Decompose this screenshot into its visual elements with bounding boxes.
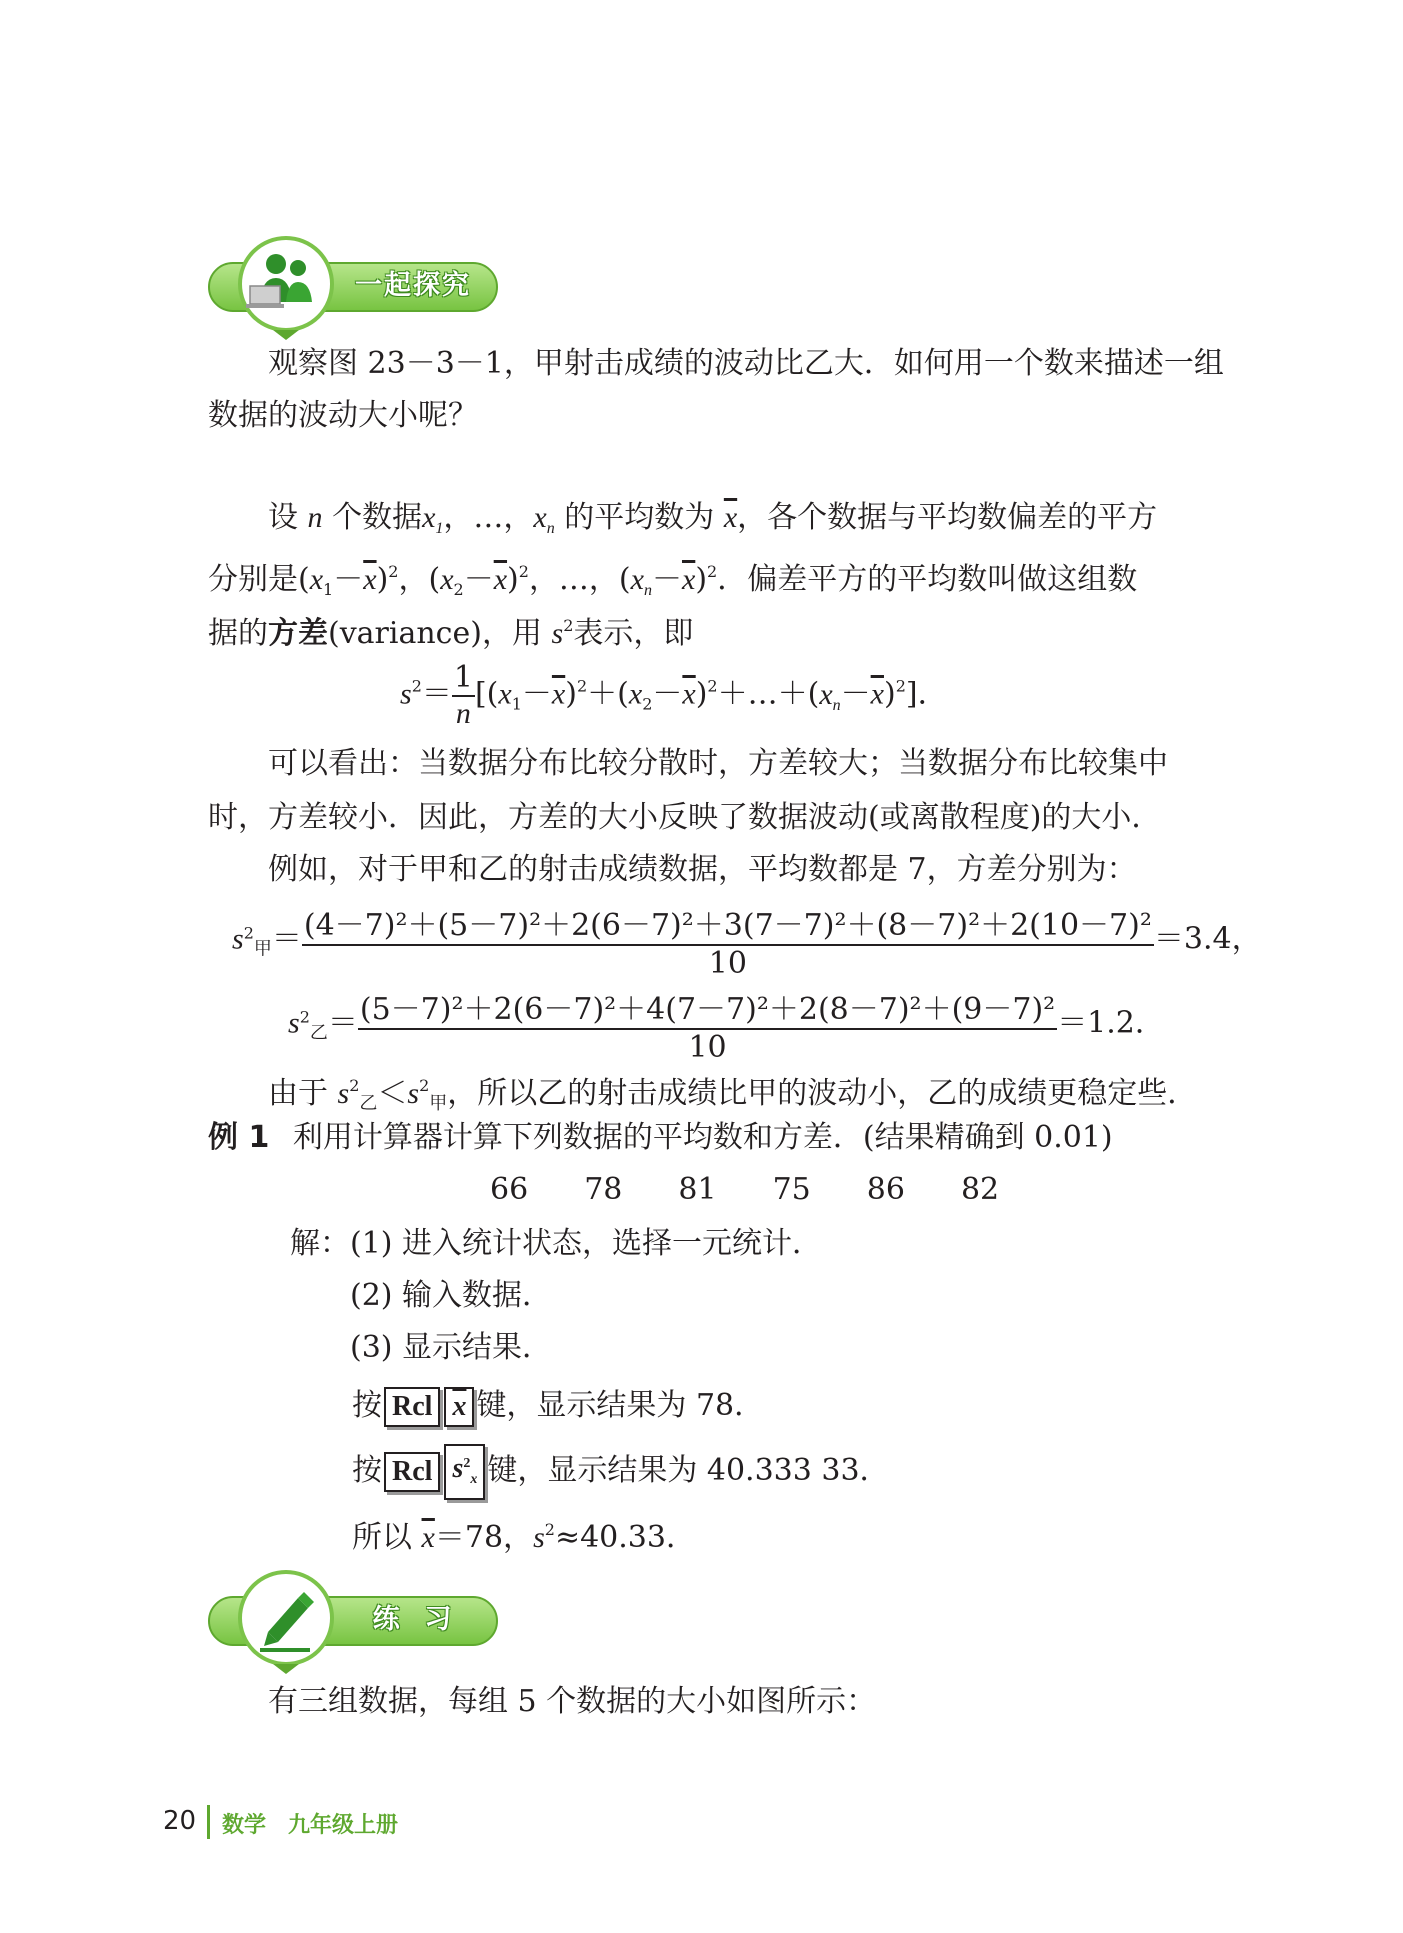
rcl-key: Rcl [384, 1387, 440, 1427]
variance-key: $s^2_x$ [444, 1444, 485, 1500]
example-label: 例 1 [208, 1120, 270, 1155]
mean-key: $\overline{x}$ [444, 1387, 474, 1427]
jia-variance: $s^2_甲=$ $\frac{\text{(4－7)²＋(5－7)²＋2(6－7)²＋3(7－7)²＋(8－7)²＋2(10－7)²}}{10}$ ＝3.4， [232, 900, 1262, 981]
observation-line3: 例如，对于甲和乙的射击成绩数据，平均数都是 7，方差分别为： [268, 852, 1137, 887]
explore-line2: 数据的波动大小呢？ [208, 398, 478, 433]
practice-title: 练 习 [372, 1604, 454, 1635]
variance-term: 方差 [268, 616, 328, 651]
footer-divider [207, 1805, 210, 1839]
observation-line1: 可以看出：当数据分布比较分散时，方差较大；当数据分布比较集中 [268, 746, 1168, 781]
solution-step1: 解：(1) 进入统计状态，选择一元统计． [290, 1226, 823, 1261]
page-number: 20 [163, 1806, 197, 1836]
key-var-line: 按 Rcl $s^2_x$ 键，显示结果为 40.333 33． [352, 1444, 890, 1500]
solution-step3: (3) 显示结果． [350, 1330, 553, 1365]
explore-title: 一起探究 [355, 270, 471, 301]
yi-variance: $s^2_乙=$ $\frac{\text{(5－7)²＋2(6－7)²＋4(7－7)²＋2(8－7)²＋(9－7)²}}{10}$ ＝1.2． [288, 984, 1165, 1065]
solution-step2: (2) 输入数据． [350, 1278, 553, 1313]
formula-fraction: $\frac{1}{n}$ [453, 660, 473, 730]
definition-line3: 据的方差(variance)，用 $s^2$表示，即 [208, 616, 694, 651]
definition-line1: 设 n 个数据$x_1$，…，$x_n$ 的平均数为 $\overline{x}$，各个数据与平均数偏差的平方 [268, 500, 1158, 537]
jia-fraction: $\frac{\text{(4－7)²＋(5－7)²＋2(6－7)²＋3(7－7)²＋(8－7)²＋2(10－7)²}}{10}$ [303, 908, 1152, 981]
explore-banner [208, 236, 498, 340]
practice-text: 有三组数据，每组 5 个数据的大小如图所示： [268, 1684, 877, 1719]
definition-line2: 分别是$(x_1-\overline{x})^2$，$(x_2-\overline{x})^2$，…，$(x_n-\overline{x})^2$．偏差平方的平均数叫做这组数 [208, 562, 1138, 599]
final-result: 所以 $\overline{x}=78$，$s^2\approx 40.33$． [352, 1520, 696, 1555]
pencil-icon [242, 1574, 330, 1662]
rcl-key-2: Rcl [384, 1452, 440, 1492]
banner-circle [238, 1570, 334, 1666]
banner-arrow [273, 1664, 299, 1674]
observation-line2: 时，方差较小．因此，方差的大小反映了数据波动(或离散程度)的大小． [208, 800, 1162, 835]
example-data: 66 78 81 75 86 82 [490, 1172, 1000, 1207]
example-line: 例 1 利用计算器计算下列数据的平均数和方差．(结果精确到 0.01) [208, 1120, 1113, 1155]
yi-fraction: $\frac{\text{(5－7)²＋2(6－7)²＋4(7－7)²＋2(8－7)²＋(9－7)²}}{10}$ [359, 992, 1056, 1065]
explore-line1: 观察图 23－3－1，甲射击成绩的波动比乙大．如何用一个数来描述一组 [268, 346, 1224, 381]
conclusion-line: 由于 $s^2_乙<s^2_甲$，所以乙的射击成绩比甲的波动小，乙的成绩更稳定些． [268, 1076, 1198, 1114]
practice-banner [208, 1570, 498, 1674]
people-laptop-icon [242, 240, 330, 328]
book-title: 数学 九年级上册 [222, 1813, 399, 1838]
banner-circle [238, 236, 334, 332]
key-mean-line: 按 Rcl $\overline{x}$ 键，显示结果为 78． [352, 1380, 764, 1432]
variance-formula: $s^2=$ $\frac{1}{n}$ $[(x_1-\overline{x})^2+(x_2-\overline{x})^2+\dots+(x_n-\overline{x})^2]$． [400, 660, 948, 730]
